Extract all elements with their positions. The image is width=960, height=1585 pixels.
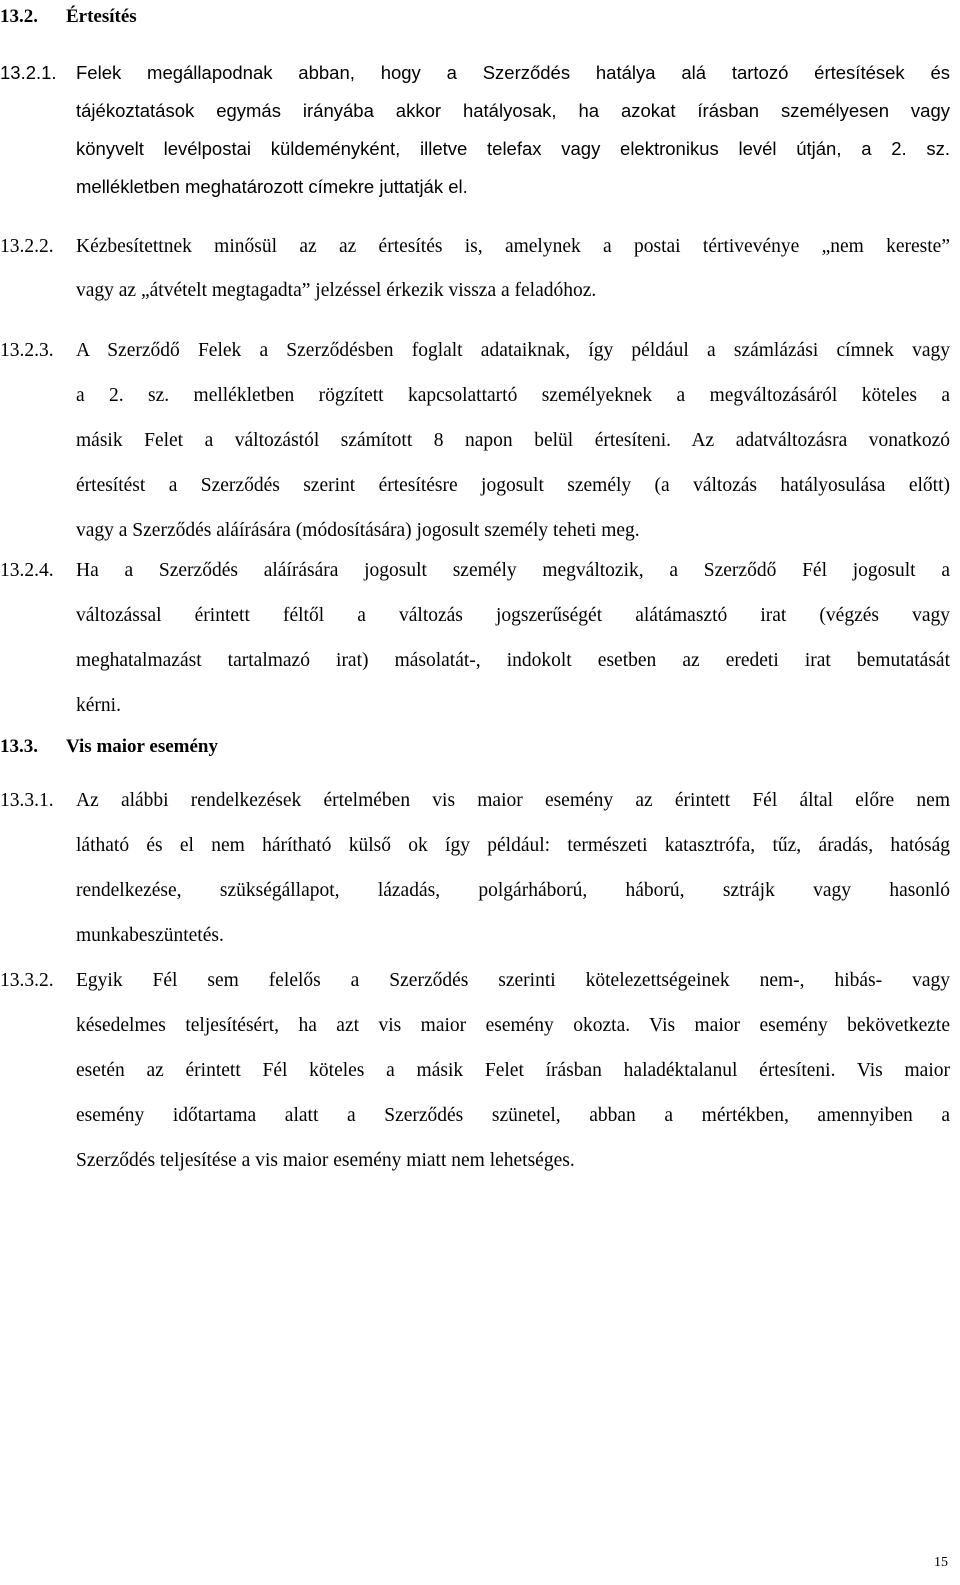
clause-line: látható és el nem hárítható külső ok így például: természeti katasztrófa, tűz, áradás, hatóság: [76, 835, 950, 856]
clause-line: esemény időtartama alatt a Szerződés szünetel, abban a mértékben, amennyiben a: [76, 1105, 950, 1126]
clause-line: meghatalmazást tartalmazó irat) másolatát-, indokolt esetben az eredeti irat bemutatását: [76, 650, 950, 671]
section-heading-13-3: [0, 736, 218, 758]
clause-line: Az alábbi rendelkezések értelmében vis maior esemény az érintett Fél által előre nem: [76, 790, 950, 811]
clause-number: 13.2.2.: [0, 236, 54, 257]
section-number: 13.2.: [0, 6, 38, 27]
clause-line: tájékoztatások egymás irányába akkor hatályosak, ha azokat írásban személyesen vagy: [76, 100, 950, 121]
clause-line: Kézbesítettnek minősül az az értesítés is, amelynek a postai tértivevénye „nem kereste”: [76, 236, 950, 257]
clause-line: értesítést a Szerződés szerint értesítésre jogosult személy (a változás hatályosulása előtt): [76, 475, 950, 496]
clause-line: vagy az „átvételt megtagadta” jelzéssel érkezik vissza a feladóhoz.: [76, 280, 597, 301]
clause-line: vagy a Szerződés aláírására (módosítására) jogosult személy teheti meg.: [76, 520, 640, 541]
clause-number: 13.3.1.: [0, 790, 54, 811]
clause-number: 13.2.1.: [0, 62, 57, 83]
clause-line: kérni.: [76, 695, 121, 716]
clause-line: Felek megállapodnak abban, hogy a Szerződés hatálya alá tartozó értesítések és: [76, 62, 950, 83]
clause-number: 13.2.4.: [0, 560, 54, 581]
section-heading-13-2: [0, 6, 137, 28]
clause-line: esetén az érintett Fél köteles a másik Felet írásban haladéktalanul értesíteni. Vis maior: [76, 1060, 950, 1081]
page-number: 15: [934, 1555, 948, 1570]
section-title: Vis maior esemény: [66, 736, 218, 757]
section-number: 13.3.: [0, 736, 38, 757]
clause-line: A Szerződő Felek a Szerződésben foglalt adataiknak, így például a számlázási címnek vagy: [76, 340, 950, 361]
clause-number: 13.3.2.: [0, 970, 54, 991]
clause-line: munkabeszüntetés.: [76, 925, 224, 946]
clause-line: mellékletben meghatározott címekre juttatják el.: [76, 176, 468, 197]
clause-number: 13.2.3.: [0, 340, 54, 361]
clause-line: másik Felet a változástól számított 8 napon belül értesíteni. Az adatváltozásra vonatkozó: [76, 430, 950, 451]
section-title: Értesítés: [66, 6, 137, 27]
clause-line: Ha a Szerződés aláírására jogosult személy megváltozik, a Szerződő Fél jogosult a: [76, 560, 950, 581]
clause-line: a 2. sz. mellékletben rögzített kapcsolattartó személyeknek a megváltozásáról köteles a: [76, 385, 950, 406]
clause-line: könyvelt levélpostai küldeményként, illetve telefax vagy elektronikus levél útján, a 2. sz.: [76, 138, 950, 159]
clause-line: rendelkezése, szükségállapot, lázadás, polgárháború, háború, sztrájk vagy hasonló: [76, 880, 950, 901]
clause-line: Szerződés teljesítése a vis maior esemény miatt nem lehetséges.: [76, 1150, 575, 1171]
clause-line: Egyik Fél sem felelős a Szerződés szerinti kötelezettségeinek nem-, hibás- vagy: [76, 970, 950, 991]
clause-line: változással érintett féltől a változás jogszerűségét alátámasztó irat (végzés vagy: [76, 605, 950, 626]
clause-line: késedelmes teljesítésért, ha azt vis maior esemény okozta. Vis maior esemény bekövetkezte: [76, 1015, 950, 1036]
